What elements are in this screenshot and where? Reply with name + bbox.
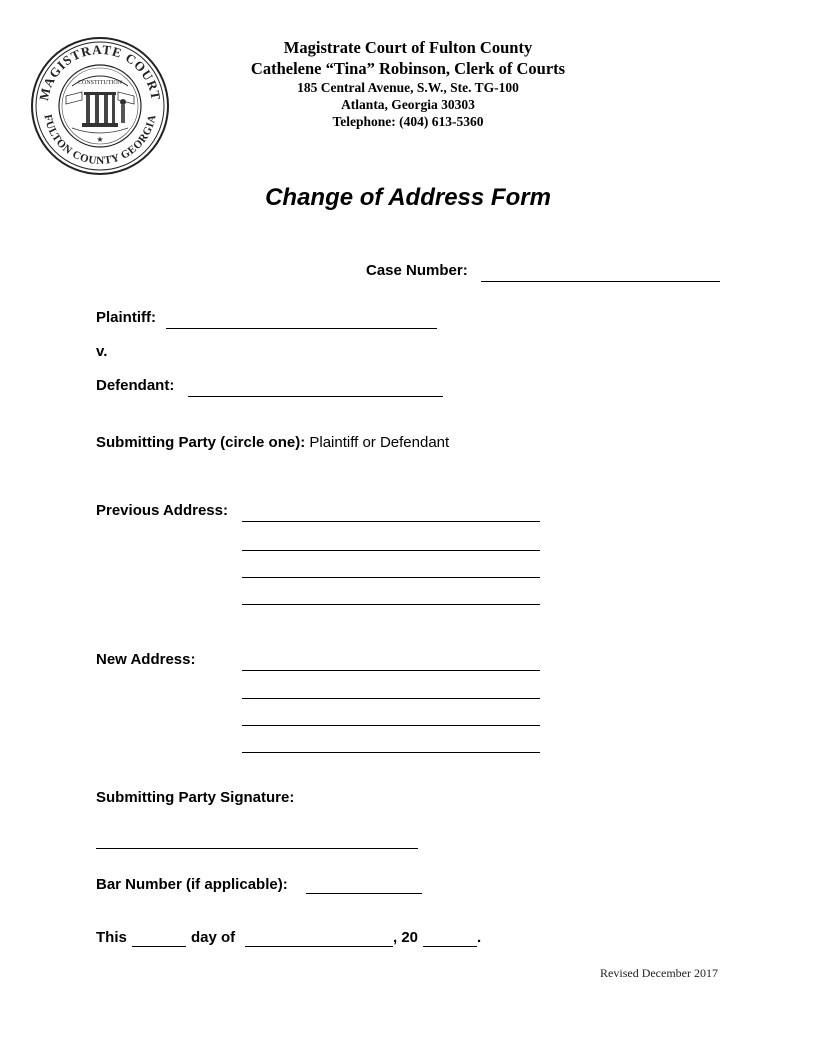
- versus-label: v.: [96, 343, 108, 360]
- signature-label: Submitting Party Signature:: [96, 789, 295, 806]
- day-of-label: day of: [191, 929, 236, 946]
- previous-address-line-4[interactable]: [242, 604, 540, 605]
- bar-number-label: Bar Number (if applicable):: [96, 876, 288, 893]
- new-address-line-4[interactable]: [242, 752, 540, 753]
- star-icon: ★: [96, 135, 104, 144]
- submitting-party-label: Submitting Party (circle one):: [96, 434, 306, 451]
- plaintiff-line[interactable]: [166, 328, 437, 329]
- seal-banner: CONSTITUTION: [78, 80, 122, 86]
- seal-ring-top: MAGISTRATE COURT: [36, 41, 164, 102]
- case-number-line[interactable]: [481, 281, 720, 282]
- form-title: Change of Address Form: [265, 184, 551, 211]
- court-city: Atlanta, Georgia 30303: [341, 97, 475, 112]
- court-street-address: 185 Central Avenue, S.W., Ste. TG-100: [297, 80, 519, 95]
- submitting-party-options[interactable]: Plaintiff or Defendant: [309, 434, 450, 451]
- date-period: .: [477, 929, 482, 946]
- new-address-line-3[interactable]: [242, 725, 540, 726]
- new-address-label: New Address:: [96, 651, 196, 668]
- day-line[interactable]: [132, 946, 186, 947]
- revised-date: Revised December 2017: [600, 966, 718, 980]
- previous-address-line-3[interactable]: [242, 577, 540, 578]
- court-telephone: Telephone: (404) 613-5360: [332, 114, 484, 129]
- month-line[interactable]: [245, 946, 393, 947]
- year-line[interactable]: [423, 946, 477, 947]
- this-label: This: [96, 929, 127, 946]
- signature-line[interactable]: [96, 848, 418, 849]
- clerk-name: Cathelene “Tina” Robinson, Clerk of Courts: [250, 59, 566, 78]
- previous-address-line-1[interactable]: [242, 521, 540, 522]
- submitting-party-row: [96, 434, 449, 451]
- new-address-line-1[interactable]: [242, 670, 540, 671]
- bar-number-line[interactable]: [306, 893, 422, 894]
- court-seal: [28, 36, 172, 176]
- new-address-line-2[interactable]: [242, 698, 540, 699]
- court-name: Magistrate Court of Fulton County: [283, 38, 533, 57]
- defendant-line[interactable]: [188, 396, 443, 397]
- case-number-label: Case Number:: [366, 262, 468, 279]
- previous-address-label: Previous Address:: [96, 502, 228, 519]
- plaintiff-label: Plaintiff:: [96, 309, 156, 326]
- year-prefix-label: , 20: [393, 929, 419, 946]
- seal-ring-bottom: FULTON COUNTY GEORGIA: [41, 113, 159, 168]
- previous-address-line-2[interactable]: [242, 550, 540, 551]
- defendant-label: Defendant:: [96, 377, 175, 394]
